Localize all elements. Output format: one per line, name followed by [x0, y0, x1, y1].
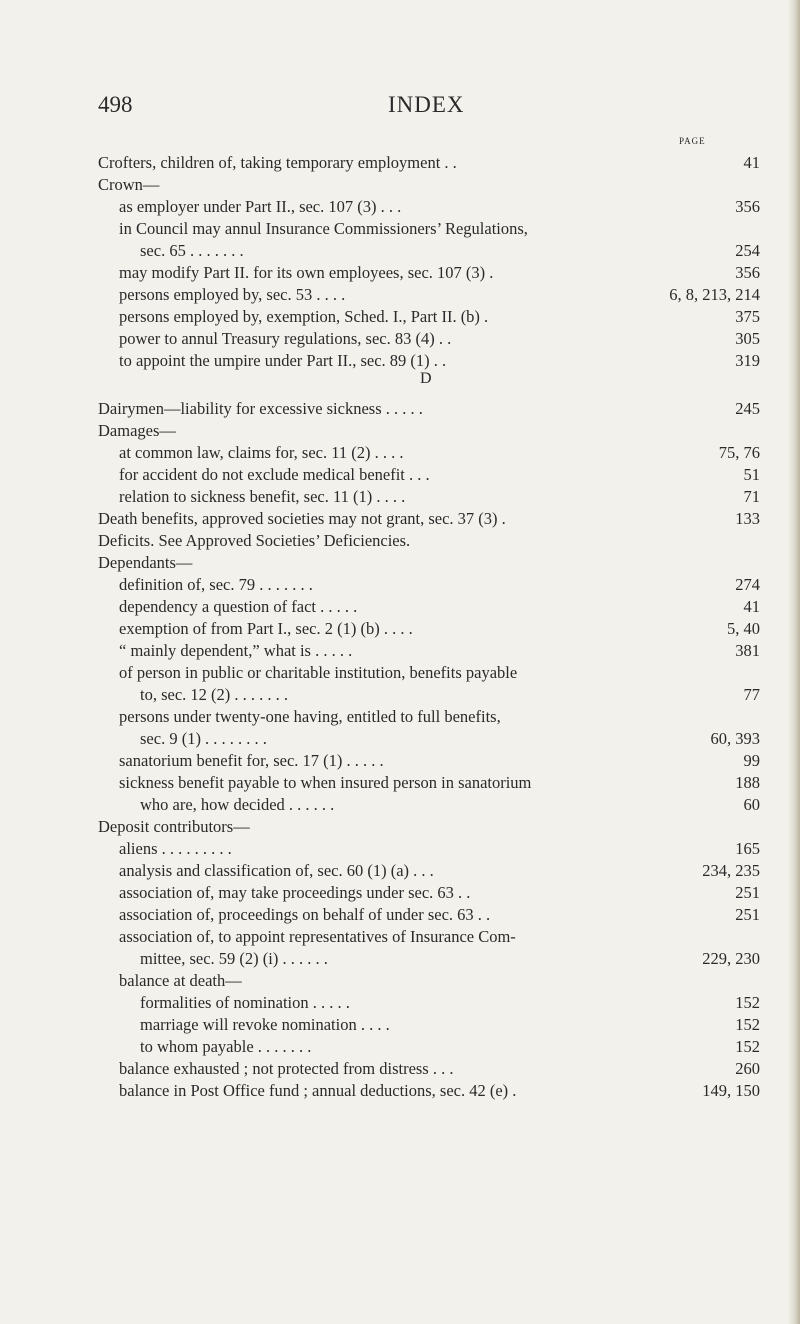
index-entry [0, 218, 760, 240]
index-entry [0, 948, 760, 970]
index-entry [0, 442, 760, 464]
index-entry [0, 684, 760, 706]
index-entry-text: sec. 65 . . . . . . . [140, 241, 244, 260]
index-entry-text: to whom payable . . . . . . . [140, 1037, 312, 1056]
index-entry-pages: 356 [735, 197, 760, 216]
index-entry [0, 860, 760, 882]
index-entry-pages: 152 [735, 1037, 760, 1056]
index-entry [0, 640, 760, 662]
index-entry-text: to, sec. 12 (2) . . . . . . . [140, 685, 289, 704]
index-entry-text: balance in Post Office fund ; annual deductions, sec. 42 (e) . [119, 1081, 517, 1100]
index-entry-pages: 229, 230 [702, 949, 760, 968]
index-entry-pages: 5, 40 [727, 619, 760, 638]
index-entry-text: who are, how decided . . . . . . [140, 795, 335, 814]
index-entry-text: mittee, sec. 59 (2) (i) . . . . . . [140, 949, 328, 968]
index-entry-text: formalities of nomination . . . . . [140, 993, 350, 1012]
index-entry [0, 1058, 760, 1080]
index-entry [0, 306, 760, 328]
index-entry [0, 662, 760, 684]
index-entry-text: Crown— [98, 175, 160, 194]
index-entry [0, 552, 760, 574]
index-entry-text: aliens . . . . . . . . . [119, 839, 232, 858]
index-entry-text: persons employed by, sec. 53 . . . . [119, 285, 346, 304]
index-entry [0, 750, 760, 772]
index-entry-text: sec. 9 (1) . . . . . . . . [140, 729, 267, 748]
index-entry-text: marriage will revoke nomination . . . . [140, 1015, 390, 1034]
index-entry [0, 970, 760, 992]
index-entry-text: association of, to appoint representatives of Insurance Com- [119, 927, 516, 946]
index-entry-pages: 41 [743, 153, 760, 172]
index-entry [0, 464, 760, 486]
index-entry-pages: 41 [743, 597, 760, 616]
index-entry [0, 420, 760, 442]
index-entry [0, 816, 760, 838]
index-entry [0, 486, 760, 508]
index-entry-text: relation to sickness benefit, sec. 11 (1) . . . . [119, 487, 406, 506]
index-entry [0, 706, 760, 728]
index-entry-text: association of, may take proceedings under sec. 63 . . [119, 883, 471, 902]
index-entry-text: at common law, claims for, sec. 11 (2) . . . . [119, 443, 404, 462]
index-entry-pages: 274 [735, 575, 760, 594]
index-entry-text: persons under twenty-one having, entitled to full benefits, [119, 707, 501, 726]
index-entry-pages: 75, 76 [718, 443, 760, 462]
index-entry [0, 174, 760, 196]
index-entry-text: Damages— [98, 421, 176, 440]
index-entry-pages: 99 [743, 751, 760, 770]
index-entry [0, 530, 760, 552]
index-entry [0, 350, 760, 372]
index-entry-text: sanatorium benefit for, sec. 17 (1) . . . . . [119, 751, 384, 770]
index-entry-pages: 60 [743, 795, 760, 814]
index-entry-text: to appoint the umpire under Part II., sec. 89 (1) . . [119, 351, 447, 370]
index-entry-pages: 77 [743, 685, 760, 704]
index-entry-pages: 60, 393 [710, 729, 760, 748]
index-entry-text: Death benefits, approved societies may not grant, sec. 37 (3) . [98, 509, 506, 528]
index-entry-pages: 6, 8, 213, 214 [669, 285, 760, 304]
index-entry [0, 262, 760, 284]
index-entry-text: as employer under Part II., sec. 107 (3) . . . [119, 197, 402, 216]
index-entry [0, 196, 760, 218]
index-entry [0, 618, 760, 640]
index-entry-text: Crofters, children of, taking temporary employment . . [98, 153, 457, 172]
page-edge-shadow [788, 0, 800, 1324]
index-entry [0, 1014, 760, 1036]
index-entry [0, 240, 760, 262]
index-entry-text: persons employed by, exemption, Sched. I., Part II. (b) . [119, 307, 489, 326]
index-entry-pages: 188 [735, 773, 760, 792]
index-entry [0, 728, 760, 750]
index-entry [0, 398, 760, 420]
index-entry-text: for accident do not exclude medical benefit . . . [119, 465, 430, 484]
index-entry-text: Dairymen—liability for excessive sickness . . . . . [98, 399, 423, 418]
page-column-label: PAGE [679, 136, 706, 146]
index-entry [0, 574, 760, 596]
index-entry-text: sickness benefit payable to when insured person in sanatorium [119, 773, 532, 792]
index-entry-pages: 251 [735, 883, 760, 902]
index-entry-text: balance at death— [119, 971, 242, 990]
index-entry-pages: 356 [735, 263, 760, 282]
index-entry [0, 904, 760, 926]
index-entry-text: Deposit contributors— [98, 817, 250, 836]
index-entry [0, 772, 760, 794]
index-entry-pages: 254 [735, 241, 760, 260]
index-entry-text: association of, proceedings on behalf of under sec. 63 . . [119, 905, 491, 924]
index-entry-text: analysis and classification of, sec. 60 (1) (a) . . . [119, 861, 434, 880]
index-entry [0, 328, 760, 350]
index-entry-text: Deficits. See Approved Societies’ Deficiencies. [98, 531, 411, 550]
index-entry [0, 596, 760, 618]
index-entry [0, 1036, 760, 1058]
index-entry [0, 508, 760, 530]
index-entry-pages: 152 [735, 1015, 760, 1034]
index-entry [0, 992, 760, 1014]
index-entry [0, 926, 760, 948]
index-entry-text: balance exhausted ; not protected from distress . . . [119, 1059, 454, 1078]
index-entry-pages: 71 [743, 487, 760, 506]
index-entry-pages: 165 [735, 839, 760, 858]
index-entry-text: of person in public or charitable institution, benefits payable [119, 663, 518, 682]
running-head: INDEX [388, 92, 465, 117]
index-entry [0, 284, 760, 306]
index-entry-pages: 133 [735, 509, 760, 528]
index-entry-pages: 305 [735, 329, 760, 348]
index-entry-text: “ mainly dependent,” what is . . . . . [119, 641, 353, 660]
index-entry-pages: 260 [735, 1059, 760, 1078]
index-entry-pages: 234, 235 [702, 861, 760, 880]
index-entry-text: exemption of from Part I., sec. 2 (1) (b) . . . . [119, 619, 413, 638]
index-entry [0, 838, 760, 860]
index-entry-text: power to annul Treasury regulations, sec. 83 (4) . . [119, 329, 452, 348]
index-entry-text: dependency a question of fact . . . . . [119, 597, 358, 616]
index-entry [0, 794, 760, 816]
index-entry-pages: 149, 150 [702, 1081, 760, 1100]
index-entry-pages: 381 [735, 641, 760, 660]
index-entry-pages: 51 [743, 465, 760, 484]
section-letter: D [420, 370, 432, 387]
page-number: 498 [98, 92, 133, 117]
index-entry [0, 1080, 760, 1102]
index-entry [0, 882, 760, 904]
index-entry-text: Dependants— [98, 553, 193, 572]
index-entry-pages: 152 [735, 993, 760, 1012]
index-entry-pages: 319 [735, 351, 760, 370]
index-entry [0, 152, 760, 174]
index-entry-text: definition of, sec. 79 . . . . . . . [119, 575, 313, 594]
index-entry-pages: 245 [735, 399, 760, 418]
index-entry-pages: 251 [735, 905, 760, 924]
index-entry-pages: 375 [735, 307, 760, 326]
index-entry-text: may modify Part II. for its own employees, sec. 107 (3) . [119, 263, 494, 282]
index-entry-text: in Council may annul Insurance Commissioners’ Regulations, [119, 219, 528, 238]
